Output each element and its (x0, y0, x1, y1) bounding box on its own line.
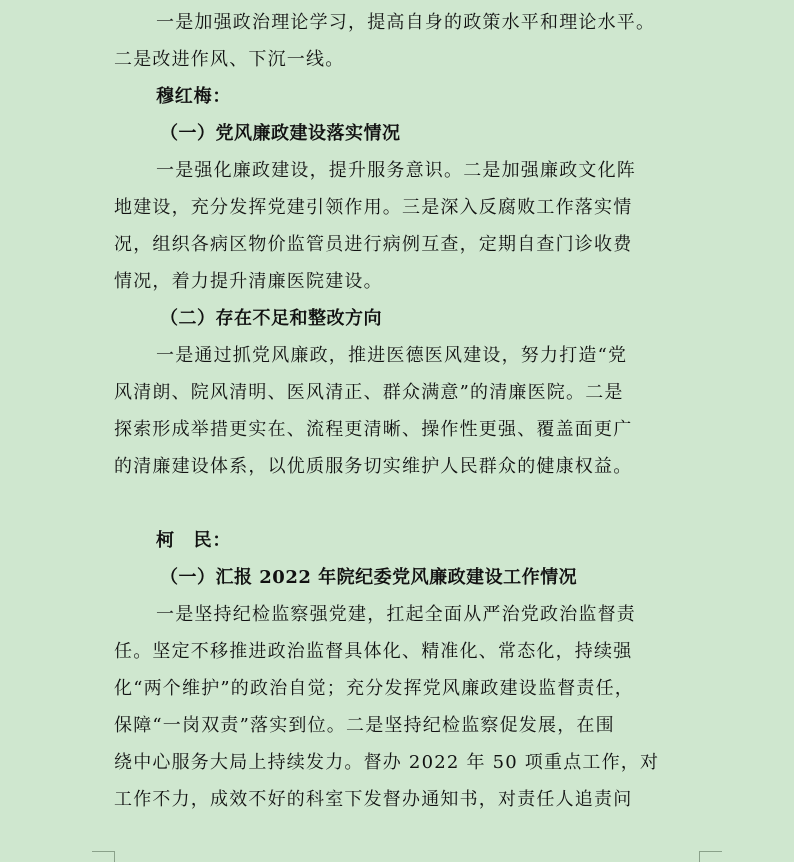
paragraph-line: 化“两个维护”的政治自觉；充分发挥党风廉政建设监督责任， (114, 678, 635, 699)
section-heading: （二）存在不足和整改方向 (160, 308, 382, 329)
speaker-heading: 柯 民： (156, 530, 232, 551)
paragraph-line: 的清廉建设体系，以优质服务切实维护人民群众的健康权益。 (114, 456, 633, 477)
paragraph-line: 探索形成举措更实在、流程更清晰、操作性更强、覆盖面更广 (114, 419, 633, 440)
paragraph-line: 任。坚定不移推进政治监督具体化、精准化、常态化，持续强 (114, 641, 633, 662)
document-content (114, 4, 699, 818)
page-margin-marker (92, 851, 115, 862)
paragraph-line: 地建设，充分发挥党建引领作用。三是深入反腐败工作落实情 (114, 197, 633, 218)
section-heading: （一）党风廉政建设落实情况 (160, 123, 401, 144)
speaker-heading: 穆红梅： (156, 86, 232, 107)
paragraph-line: 绕中心服务大局上持续发力。督办 2022 年 50 项重点工作，对 (114, 752, 660, 773)
paragraph-gap (114, 485, 699, 522)
paragraph-line: 工作不力，成效不好的科室下发督办通知书，对责任人追责问 (114, 789, 633, 810)
paragraph-line: 一是坚持纪检监察强党建，扛起全面从严治党政治监督责 (156, 604, 636, 625)
paragraph-line: 一是强化廉政建设，提升服务意识。二是加强廉政文化阵 (156, 160, 636, 181)
paragraph-line: 一是加强政治理论学习，提高自身的政策水平和理论水平。 (156, 12, 656, 33)
paragraph-line: 情况，着力提升清廉医院建设。 (114, 271, 383, 292)
paragraph-line: 风清朗、院风清明、医风清正、群众满意”的清廉医院。二是 (114, 382, 624, 403)
paragraph-line: 一是通过抓党风廉政，推进医德医风建设，努力打造“党 (156, 345, 628, 366)
section-heading: （一）汇报 2022 年院纪委党风廉政建设工作情况 (160, 567, 578, 588)
paragraph-line: 保障“一岗双责”落实到位。二是坚持纪检监察促发展，在围 (114, 715, 615, 736)
page-margin-marker (699, 851, 722, 862)
paragraph-line: 况，组织各病区物价监管员进行病例互查，定期自查门诊收费 (114, 234, 633, 255)
paragraph-line: 二是改进作风、下沉一线。 (114, 49, 345, 70)
